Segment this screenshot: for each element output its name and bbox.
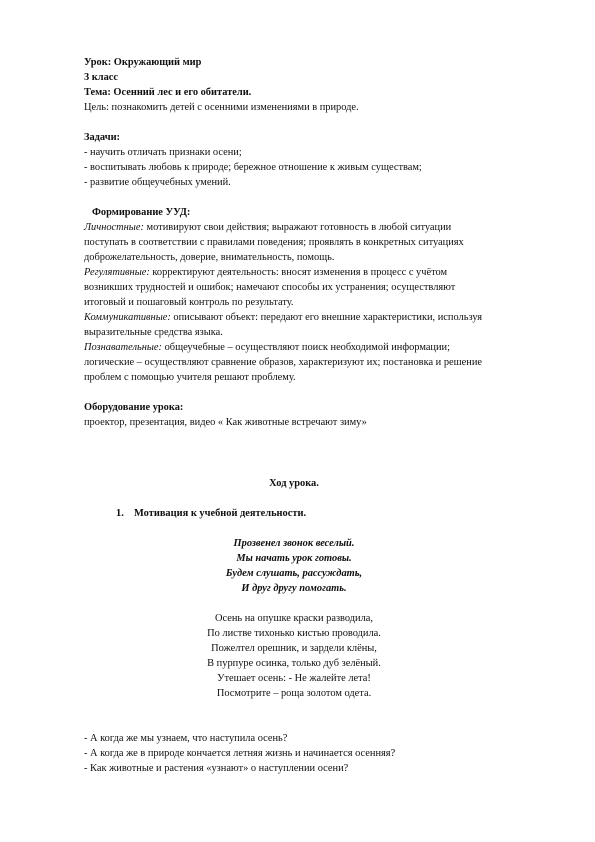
lesson-subject: Урок: Окружающий мир <box>84 57 202 68</box>
uud-regulatory-text: корректируют деятельность: вносят изменения в процесс с учётом <box>149 267 448 278</box>
document-page <box>84 55 554 776</box>
uud-personal-text: поступать в соответствии с правилами поведения; проявлять в конкретных ситуациях <box>84 237 464 248</box>
uud-communicative-label: Коммуникативные: <box>84 312 171 323</box>
poem1-line: И друг другу помогать. <box>241 583 347 594</box>
uud-cognitive-label: Познавательные: <box>84 342 162 353</box>
uud-heading: Формирование УУД: <box>92 207 191 218</box>
question-item: - А когда же мы узнаем, что наступила осень? <box>84 733 288 744</box>
uud-personal-label: Личностные: <box>84 222 144 233</box>
uud-cognitive-text: общеучебные – осуществляют поиск необходимой информации; <box>161 342 451 353</box>
uud-personal-line <box>84 220 554 235</box>
poem2-line: Посмотрите – роща золотом одета. <box>216 688 372 699</box>
poem1-line: Мы начать урок готовы. <box>236 553 352 564</box>
poem2-line: Осень на опушке краски разводила, <box>214 613 374 624</box>
uud-regulatory-line <box>84 265 554 280</box>
uud-cognitive-text: логические – осуществляют сравнение образов, характеризуют их; постановка и решение <box>84 357 482 368</box>
lesson-topic: Тема: Осенний лес и его обитатели. <box>84 87 252 98</box>
task-item: - научить отличать признаки осени; <box>84 147 242 158</box>
uud-regulatory-text: итоговый и пошаговый контроль по результату. <box>84 297 294 308</box>
lesson-goal: Цель: познакомить детей с осенними изменениями в природе. <box>84 102 359 113</box>
equipment-heading: Оборудование урока: <box>84 402 184 413</box>
uud-regulatory-text: возникших трудностей и ошибок; намечают способы их устранения; осуществляют <box>84 282 456 293</box>
uud-cognitive-line <box>84 340 554 355</box>
poem1-line: Прозвенел звонок веселый. <box>233 538 355 549</box>
question-item: - Как животные и растения «узнают» о наступлении осени? <box>84 763 349 774</box>
lesson-grade: 3 класс <box>84 72 119 83</box>
poem2-line: Пожелтел орешник, и зардели клёны, <box>211 643 377 654</box>
course-heading: Ход урока. <box>269 478 319 489</box>
poem2-line: Утешает осень: - Не жалейте лета! <box>217 673 371 684</box>
task-item: - воспитывать любовь к природе; бережное отношение к живым существам; <box>84 162 422 173</box>
poem2-line: По листве тихонько кистью проводила. <box>207 628 381 639</box>
course-step-1 <box>84 506 554 521</box>
poem2-line: В пурпуре осинка, только дуб зелёный. <box>207 658 381 669</box>
uud-personal-text: доброжелательность, доверие, внимательность, помощь. <box>84 252 335 263</box>
uud-communicative-text: описывают объект: передают его внешние характеристики, используя <box>170 312 483 323</box>
poem1-line: Будем слушать, рассуждать, <box>225 568 363 579</box>
uud-personal-text: мотивируют свои действия; выражают готовность в любой ситуации <box>143 222 452 233</box>
uud-cognitive-text: проблем с помощью учителя решают проблему. <box>84 372 296 383</box>
step-number: 1. <box>116 508 124 519</box>
step-title: Мотивация к учебной деятельности. <box>134 508 307 519</box>
question-item: - А когда же в природе кончается летняя жизнь и начинается осенняя? <box>84 748 396 759</box>
equipment-text: проектор, презентация, видео « Как животные встречают зиму» <box>84 417 367 428</box>
tasks-heading: Задачи: <box>84 132 121 143</box>
task-item: - развитие общеучебных умений. <box>84 177 231 188</box>
uud-communicative-text: выразительные средства языка. <box>84 327 223 338</box>
uud-communicative-line <box>84 310 554 325</box>
uud-regulatory-label: Регулятивные: <box>84 267 150 278</box>
